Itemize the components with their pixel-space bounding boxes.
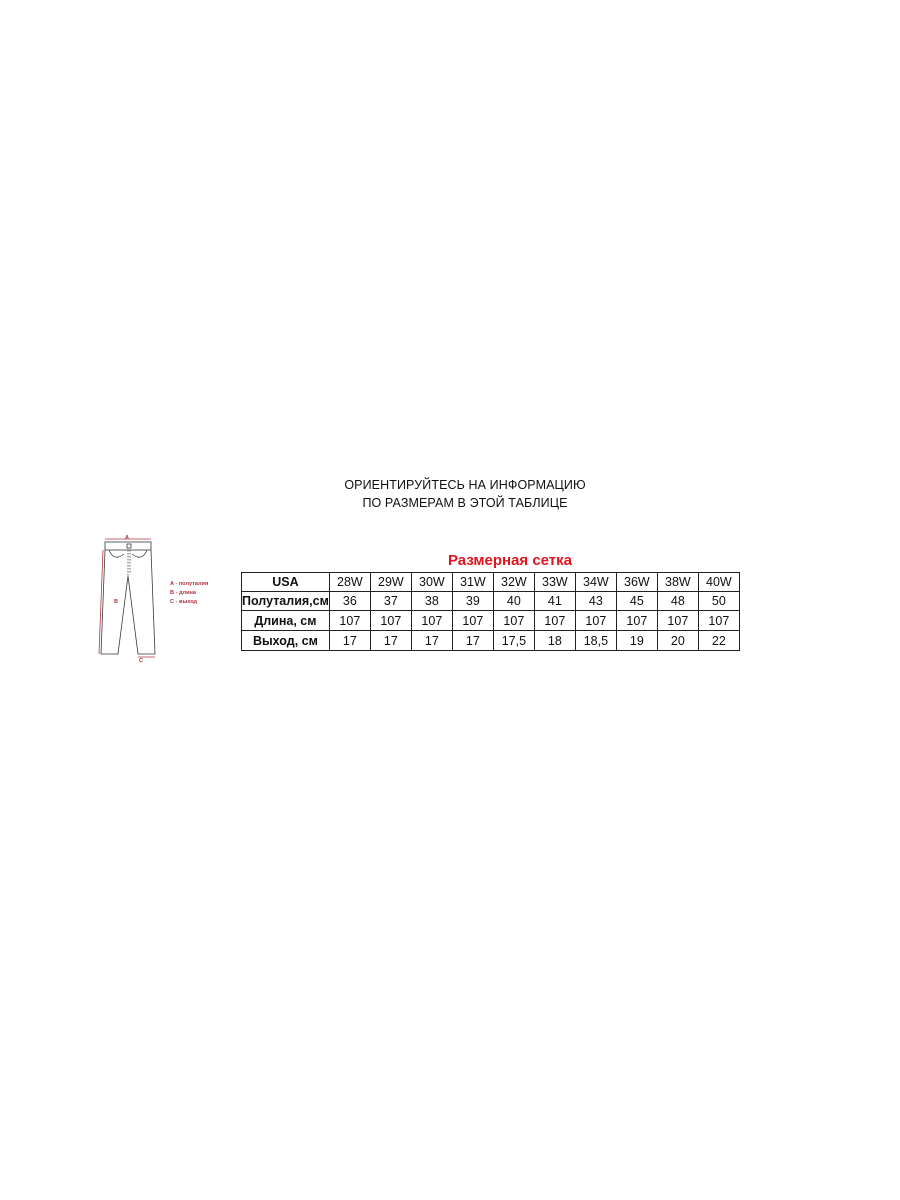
size-header-cell: 28W: [329, 573, 370, 592]
size-header-cell: 34W: [575, 573, 616, 592]
size-header-cell: 36W: [616, 573, 657, 592]
size-header-cell: 33W: [534, 573, 575, 592]
table-cell: 48: [657, 592, 698, 611]
size-header-cell: 38W: [657, 573, 698, 592]
table-cell: 107: [411, 611, 452, 631]
size-header-row: [242, 573, 740, 592]
table-cell: 107: [452, 611, 493, 631]
table-cell: 107: [493, 611, 534, 631]
legend-item-c: C - выход: [170, 599, 198, 605]
table-cell: 39: [452, 592, 493, 611]
table-cell: 107: [370, 611, 411, 631]
table-cell: 107: [329, 611, 370, 631]
pants-illustration: [92, 532, 232, 668]
intro-line-1: ОРИЕНТИРУЙТЕСЬ НА ИНФОРМАЦИЮ: [344, 478, 586, 492]
size-chart-title: Размерная сетка: [447, 552, 573, 569]
table-cell: 17: [370, 631, 411, 651]
table-cell: 50: [698, 592, 739, 611]
size-header-cell: 30W: [411, 573, 452, 592]
table-cell: 20: [657, 631, 698, 651]
intro-line-2: ПО РАЗМЕРАМ В ЭТОЙ ТАБЛИЦЕ: [362, 496, 568, 510]
pants-outline: [101, 542, 155, 654]
pants-measurement-diagram: [92, 532, 232, 668]
half-waist-row: [242, 592, 740, 611]
table-cell: 19: [616, 631, 657, 651]
table-cell: 17: [452, 631, 493, 651]
table-cell: 107: [534, 611, 575, 631]
row-label-leg-opening: Выход, см: [242, 631, 330, 651]
legend-item-b: B - длина: [170, 590, 197, 596]
measurement-lines: [99, 539, 155, 657]
table-cell: 43: [575, 592, 616, 611]
size-header-cell: 40W: [698, 573, 739, 592]
table-cell: 107: [657, 611, 698, 631]
table-cell: 40: [493, 592, 534, 611]
table-cell: 17: [329, 631, 370, 651]
size-header-cell: 31W: [452, 573, 493, 592]
legend-item-a: A - полуталия: [170, 581, 209, 587]
table-cell: 37: [370, 592, 411, 611]
marker-c: C: [139, 658, 144, 664]
length-measure-line: [99, 550, 103, 654]
table-cell: 107: [575, 611, 616, 631]
size-header-cell: 29W: [370, 573, 411, 592]
marker-b: B: [114, 599, 119, 605]
table-cell: 36: [329, 592, 370, 611]
table-cell: 18,5: [575, 631, 616, 651]
table-cell: 107: [698, 611, 739, 631]
length-row: [242, 611, 740, 631]
row-label-half-waist: Полуталия,см: [242, 592, 330, 611]
table-cell: 17,5: [493, 631, 534, 651]
table-cell: 22: [698, 631, 739, 651]
table-cell: 107: [616, 611, 657, 631]
row-label-length: Длина, см: [242, 611, 330, 631]
table-cell: 41: [534, 592, 575, 611]
table-cell: 17: [411, 631, 452, 651]
table-cell: 38: [411, 592, 452, 611]
size-chart-table: [241, 572, 740, 651]
size-header-cell: 32W: [493, 573, 534, 592]
size-system-label: USA: [242, 573, 330, 592]
leg-opening-row: [242, 631, 740, 651]
marker-a: A: [125, 535, 130, 541]
intro-text: [250, 476, 680, 512]
table-cell: 45: [616, 592, 657, 611]
table-cell: 18: [534, 631, 575, 651]
